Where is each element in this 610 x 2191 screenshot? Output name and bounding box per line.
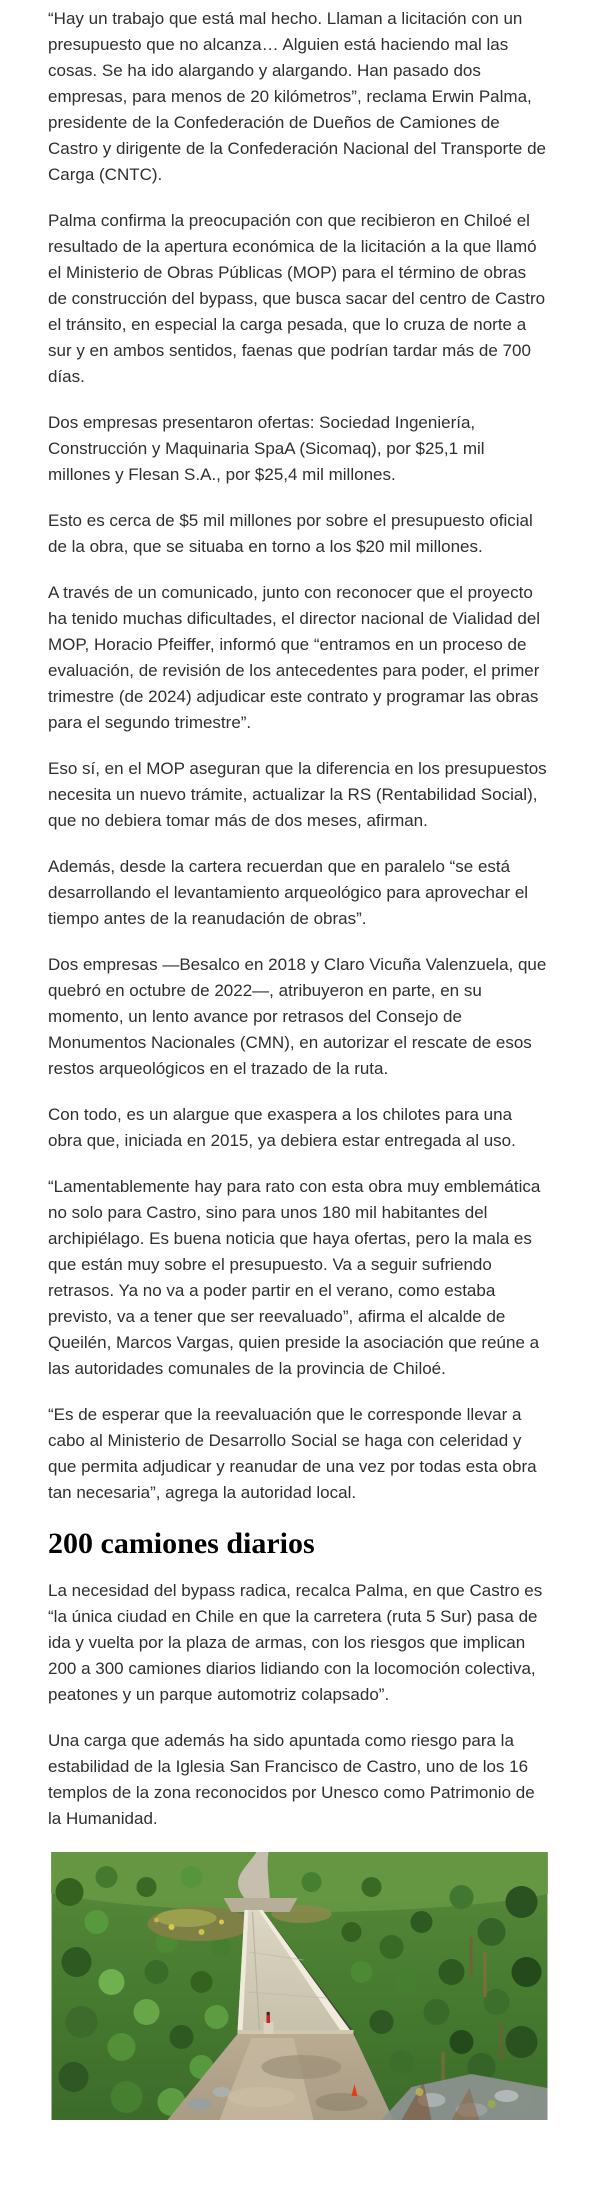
article-paragraph: Dos empresas presentaron ofertas: Sociedad Ingeniería, Construcción y Maquinaria SpaA (Sicomaq), por $25,1 mil millones y Flesan S.A., por $25,4 mil millones. — [48, 413, 485, 484]
article-paragraph: Además, desde la cartera recuerdan que en paralelo “se está desarrollando el levantamiento arqueológico para aprovechar el tiempo antes de la reanudación de obras”. — [48, 857, 529, 928]
article-paragraph: Esto es cerca de $5 mil millones por sobre el presupuesto oficial de la obra, que se situaba en torno a los $20 mil millones. — [48, 511, 533, 556]
article-paragraph: La necesidad del bypass radica, recalca Palma, en que Castro es “la única ciudad en Chile en que la carretera (ruta 5 Sur) pasa de ida y vuelta por la plaza de armas, con los riesgos que implican 200 a 300 camiones diarios lidiando con la locomoción colectiva, peatones y un parque automotriz colapsado”. — [48, 1581, 543, 1704]
article-photo — [51, 1852, 548, 2120]
article-paragraph: Con todo, es un alargue que exaspera a los chilotes para una obra que, iniciada en 2015, ya debiera estar entregada al uso. — [48, 1105, 516, 1150]
article-paragraph: “Lamentablemente hay para rato con esta obra muy emblemática no solo para Castro, sino para unos 180 mil habitantes del archipiélago. Es buena noticia que haya ofertas, pero la mala es que están muy sobre el presupuesto. Va a seguir sufriendo retrasos. Ya no va a poder partir en el verano, como estaba previsto, va a tener que ser reevaluado”, afirma el alcalde de Queilén, Marcos Vargas, quien preside la asociación que reúne a las autoridades comunales de la provincia de Chiloé. — [48, 1177, 541, 1378]
article-paragraph: A través de un comunicado, junto con reconocer que el proyecto ha tenido muchas dificultades, el director nacional de Vialidad del MOP, Horacio Pfeiffer, informó que “entramos en un proceso de evaluación, de revisión de los antecedentes para poder, el primer trimestre (de 2024) adjudicar este contrato y programar las obras para el segundo trimestre”. — [48, 583, 541, 732]
article-paragraph: Dos empresas —Besalco en 2018 y Claro Vicuña Valenzuela, que quebró en octubre de 2022—, atribuyeron en parte, en su momento, un lento avance por retrasos del Consejo de Monumentos Nacionales (CMN), en autorizar el rescate de esos restos arqueológicos en el trazado de la ruta. — [48, 955, 547, 1078]
article-paragraph: Una carga que además ha sido apuntada como riesgo para la estabilidad de la Iglesia San Francisco de Castro, uno de los 16 templos de la zona reconocidos por Unesco como Patrimonio de la Humanidad. — [48, 1731, 535, 1828]
article-paragraph: Palma confirma la preocupación con que recibieron en Chiloé el resultado de la apertura económica de la licitación a la que llamó el Ministerio de Obras Públicas (MOP) para el término de obras de construcción del bypass, que busca sacar del centro de Castro el tránsito, en especial la carga pesada, que lo cruza de norte a sur y en ambos sentidos, faenas que podrían tardar más de 700 días. — [48, 211, 546, 386]
section-heading: 200 camiones diarios — [48, 1527, 315, 1560]
article-paragraph: “Hay un trabajo que está mal hecho. Llaman a licitación con un presupuesto que no alcanza… Alguien está haciendo mal las cosas. Se ha ido alargando y alargando. Han pasado dos empresas, para menos de 20 kilómetros”, reclama Erwin Palma, presidente de la Confederación de Dueños de Camiones de Castro y dirigente de la Confederación Nacional del Transporte de Carga (CNTC). — [48, 9, 547, 184]
article-paragraph: “Es de esperar que la reevaluación que le corresponde llevar a cabo al Ministerio de Desarrollo Social se haga con celeridad y que permita adjudicar y reanudar de una vez por todas esta obra tan necesaria”, agrega la autoridad local. — [48, 1405, 537, 1502]
article-paragraph: Eso sí, en el MOP aseguran que la diferencia en los presupuestos necesita un nuevo trámite, actualizar la RS (Rentabilidad Social), que no debiera tomar más de dos meses, afirman. — [48, 759, 547, 830]
bypass-aerial-photo-illustration — [51, 1852, 548, 2120]
